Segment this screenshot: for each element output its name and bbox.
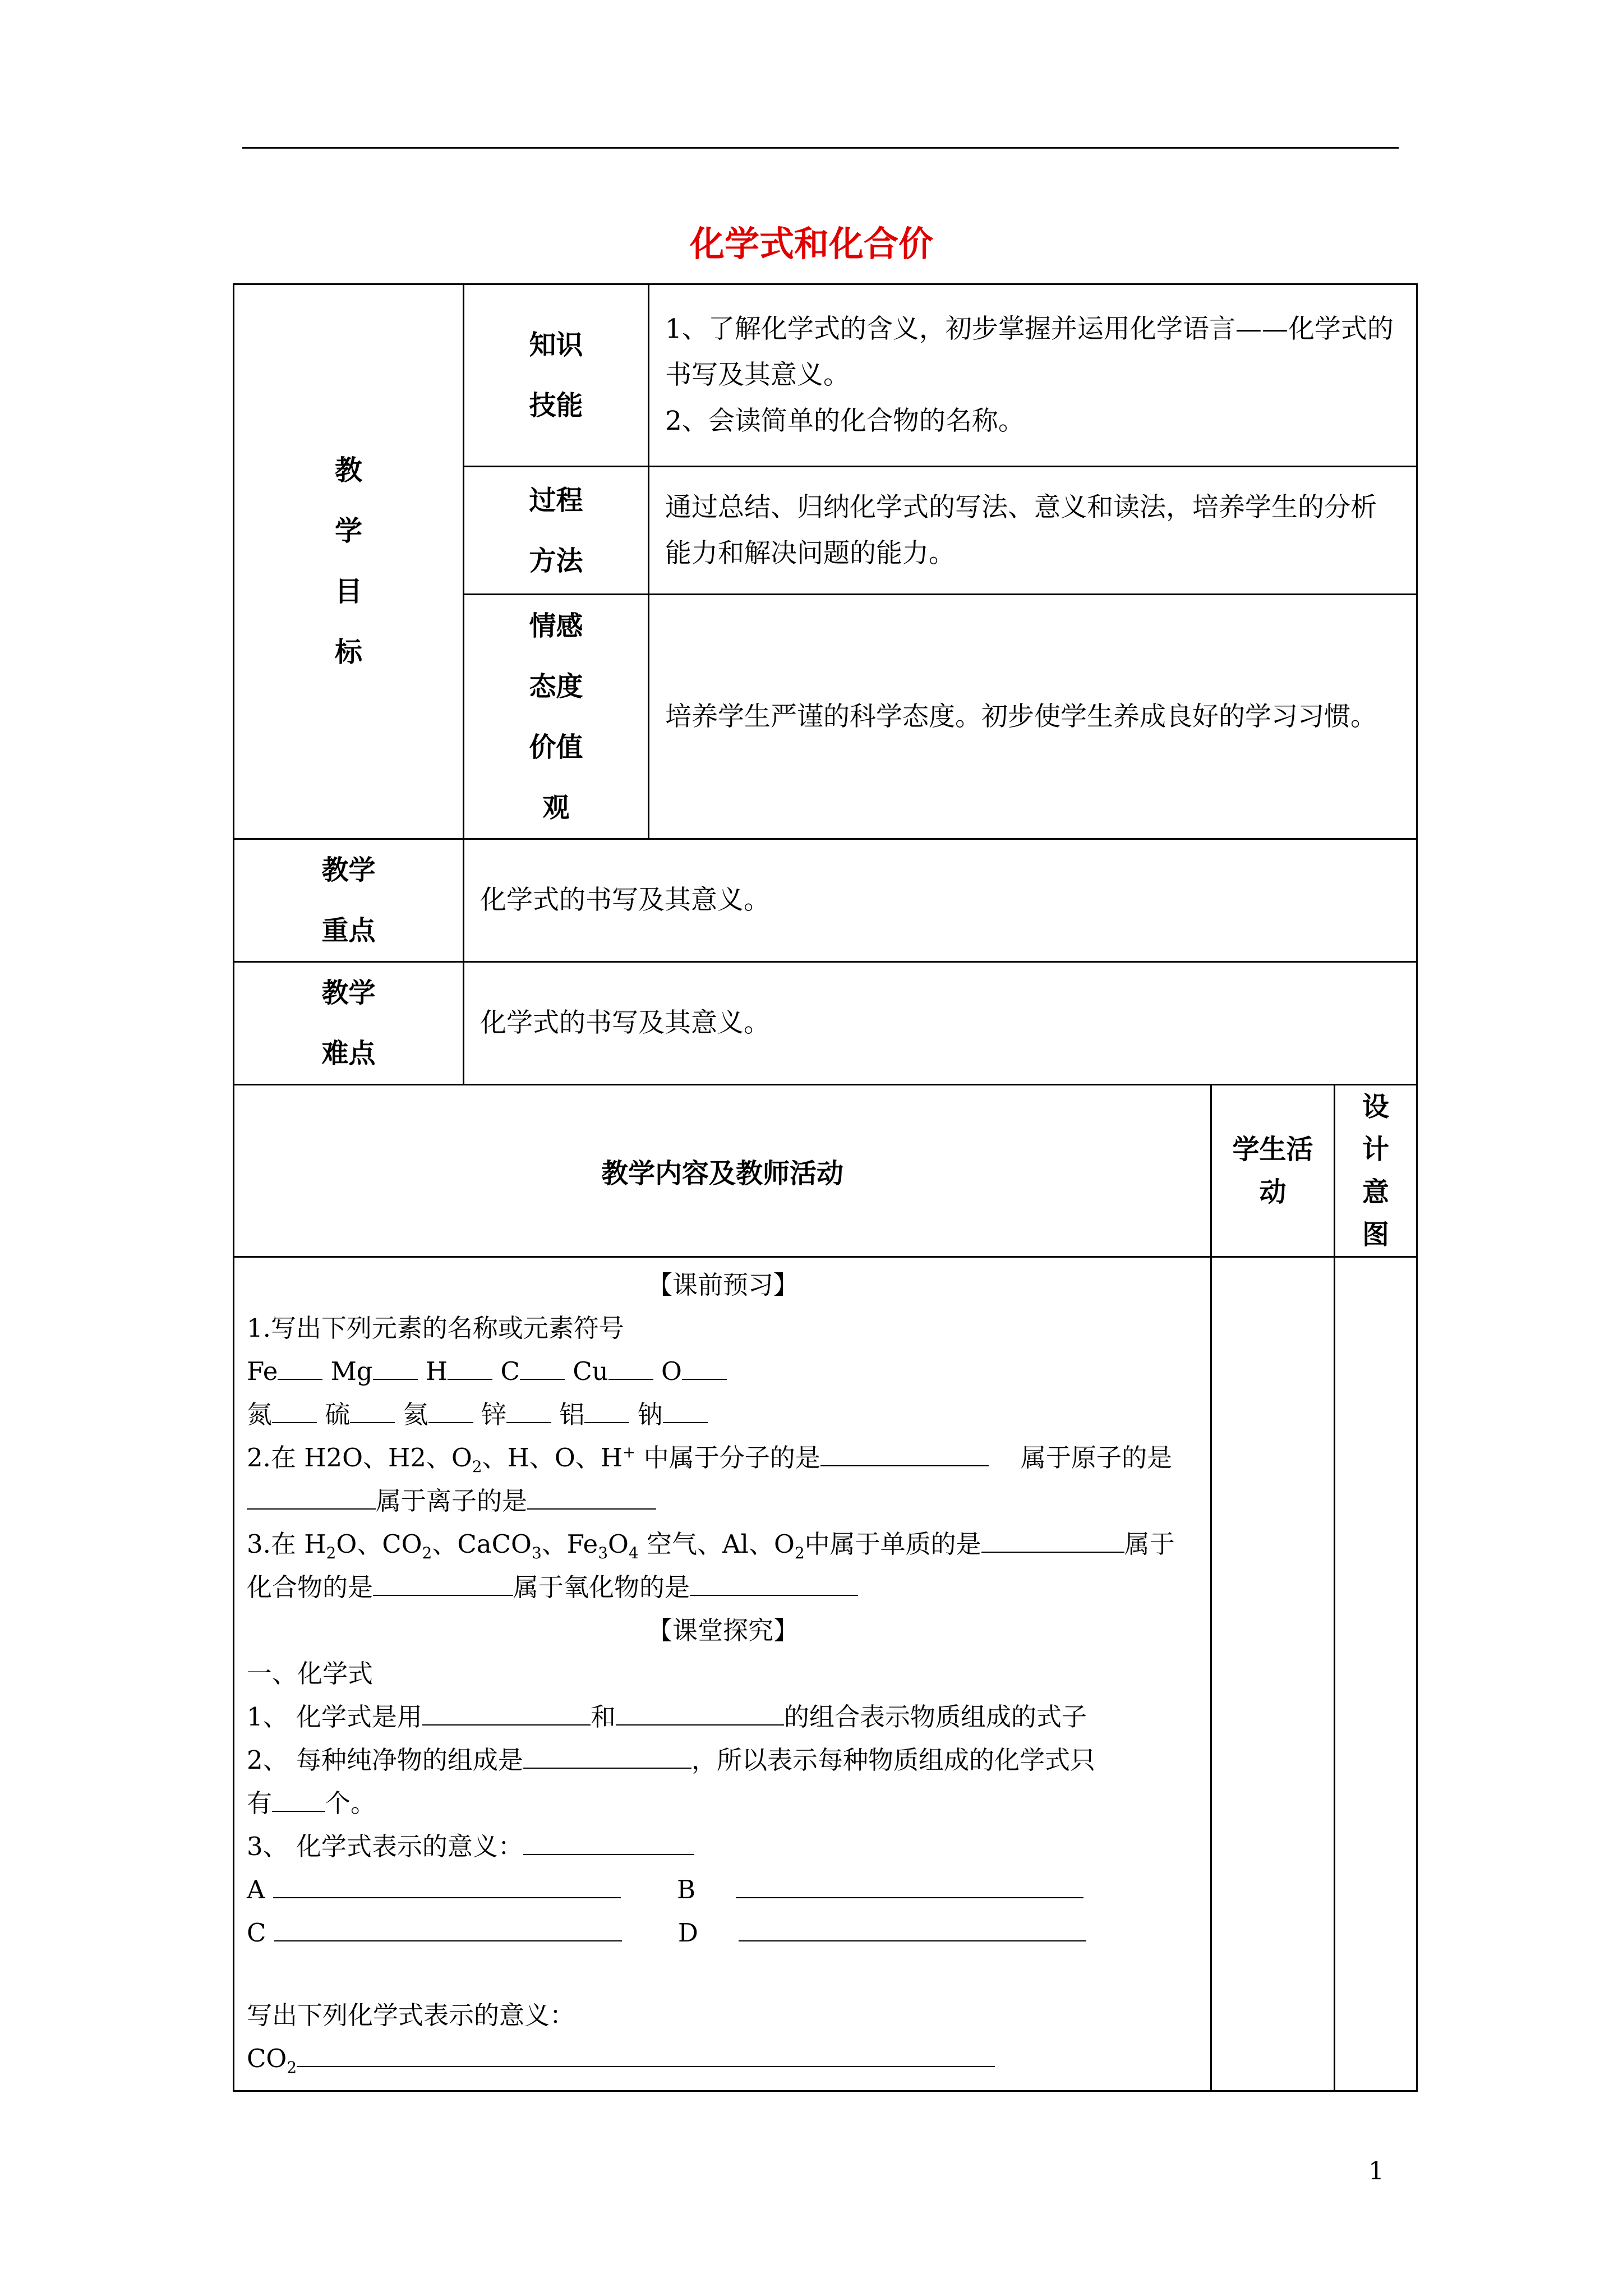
blank[interactable] [272, 1393, 317, 1423]
blank[interactable] [523, 1738, 691, 1769]
blank[interactable] [506, 1393, 551, 1423]
activity-header-row [234, 1085, 1417, 1257]
blank[interactable] [690, 1566, 858, 1596]
meaning-options-ab: A B [247, 1868, 1199, 1911]
blank[interactable] [981, 1522, 1124, 1553]
explore-item-3: 3、 化学式表示的意义： [247, 1825, 1199, 1868]
design-intent-header: 设 计 意 图 [1335, 1085, 1417, 1257]
element-names-line: 氮 硫 氦 锌 铝 钠 [247, 1393, 1199, 1436]
element-symbols-line: Fe Mg H C Cu O [247, 1350, 1199, 1393]
blank[interactable] [272, 1782, 325, 1812]
lesson-plan-table [233, 283, 1418, 2092]
blank[interactable] [520, 1350, 565, 1380]
blank[interactable] [616, 1695, 784, 1726]
blank[interactable] [448, 1350, 492, 1380]
process-method-content: 通过总结、归纳化学式的写法、意义和读法，培养学生的分析能力和解决问题的能力。 [649, 467, 1417, 595]
blank[interactable] [663, 1393, 708, 1423]
knowledge-skill-content: 1、了解化学式的含义，初步掌握并运用化学语言——化学式的书写及其意义。 2、会读简单的化合物的名称。 [649, 284, 1417, 467]
blank[interactable] [297, 2037, 995, 2067]
knowledge-skill-label: 知识 技能 [464, 284, 649, 467]
meaning-options-cd: C D [247, 1911, 1199, 1954]
design-intent-cell [1335, 1257, 1417, 2091]
student-activity-header: 学生活 动 [1211, 1085, 1335, 1257]
blank[interactable] [373, 1566, 513, 1596]
key-point-row [234, 839, 1417, 962]
blank[interactable] [350, 1393, 395, 1423]
explore-item-2: 2、 每种纯净物的组成是 ，所以表示每种物质组成的化学式只 [247, 1738, 1199, 1782]
co2-line: $CO_2$ [247, 2037, 1199, 2080]
explore-heading: 【课堂探究】 [647, 1616, 799, 1645]
blank[interactable] [422, 1695, 591, 1726]
explore-item-1: 1、 化学式是用 和 的组合表示物质组成的式子 [247, 1695, 1199, 1738]
preview-question-2: 2.在 H2O、H2、$O_2$、H、O、H+ 中属于分子的是 属于原子的是 [247, 1436, 1199, 1479]
blank[interactable] [247, 1479, 376, 1510]
blank[interactable] [682, 1350, 727, 1380]
attitude-values-content: 培养学生严谨的科学态度。初步使学生养成良好的学习习惯。 [649, 595, 1417, 839]
blank[interactable] [736, 1868, 1083, 1898]
blank[interactable] [584, 1393, 629, 1423]
blank[interactable] [608, 1350, 653, 1380]
blank[interactable] [373, 1350, 418, 1380]
preview-question-3: 3.在 $H_2O$、$CO_2$、CaCO$_3$、$Fe_3O_4$ 空气、Al、$O_2$中属于单质的是 属于 [247, 1522, 1199, 1566]
teacher-activity-body: 【课前预习】 1.写出下列元素的名称或元素符号 Fe Mg H C Cu O 氮 硫 氦 锌 铝 钠 2.在 H2O、H2、$O_2$、H、O、H+ 中属于分子的是 属于原子的是 属于离子的是 3.在 $H_2O$、$CO_2$、CaCO$_3$、$Fe_3O_4$ 空气、Al、$O_2$中属于单质的是 属于 化合物的是 属于氧化物的是 【课堂探究】 一、化学式 1、 化学式是用 和 的组合表示物质组成的式子 2、 每种纯净物的组成是 ，所以表示每种物质组成的化学式只 有 个。 3、 化学式表示的意义： A B C D 写出下列化学式表示的意义： $CO_2$ [234, 1257, 1211, 2091]
page-number: 1 [1368, 2157, 1384, 2185]
student-activity-cell [1211, 1257, 1335, 2091]
blank[interactable] [820, 1436, 989, 1466]
key-point-content: 化学式的书写及其意义。 [464, 839, 1417, 962]
difficulty-label: 教学 难点 [234, 962, 464, 1085]
blank[interactable] [274, 1911, 622, 1941]
blank[interactable] [273, 1868, 621, 1898]
blank[interactable] [278, 1350, 322, 1380]
page-title: 化学式和化合价 [689, 223, 933, 264]
key-point-label: 教学 重点 [234, 839, 464, 962]
teacher-activity-header: 教学内容及教师活动 [234, 1085, 1211, 1257]
objectives-label: 教 学 目 标 [234, 284, 464, 839]
blank[interactable] [428, 1393, 473, 1423]
preview-question-1: 1.写出下列元素的名称或元素符号 [247, 1313, 624, 1343]
difficulty-content: 化学式的书写及其意义。 [464, 962, 1417, 1085]
blank[interactable] [527, 1479, 656, 1510]
objective-row-knowledge [234, 284, 1417, 467]
header-rule [242, 147, 1399, 149]
blank[interactable] [523, 1825, 694, 1855]
preview-heading: 【课前预习】 [647, 1270, 799, 1300]
attitude-values-label: 情感 态度 价值 观 [464, 595, 649, 839]
section-heading: 一、化学式 [247, 1659, 374, 1688]
blank[interactable] [739, 1911, 1086, 1941]
process-method-label: 过程 方法 [464, 467, 649, 595]
meaning-prompt: 写出下列化学式表示的意义： [247, 2000, 575, 2030]
difficulty-row [234, 962, 1417, 1085]
activity-body-row [234, 1257, 1417, 2091]
